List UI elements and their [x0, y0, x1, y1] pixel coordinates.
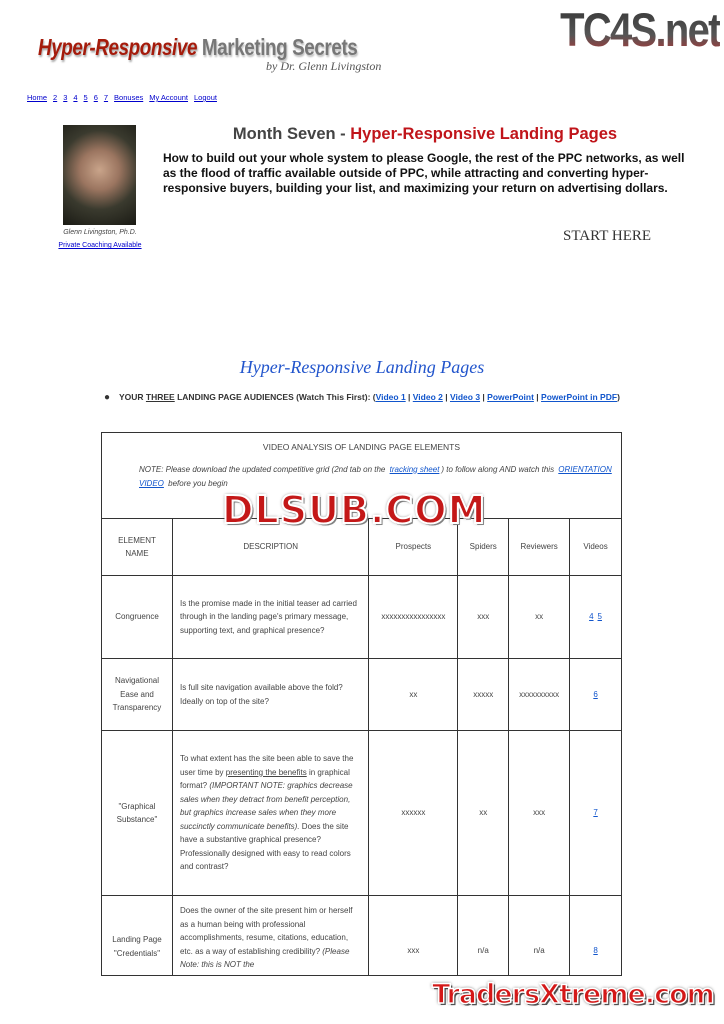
- video-link[interactable]: 8: [593, 945, 598, 955]
- bullet-post: LANDING PAGE AUDIENCES (Watch This First): (: [174, 392, 376, 402]
- table-caption: VIDEO ANALYSIS OF LANDING PAGE ELEMENTS: [262, 442, 461, 452]
- logo-red-text: Hyper-Responsive: [38, 34, 198, 60]
- reviewers-score: n/a: [509, 896, 570, 976]
- nav-2[interactable]: 2: [53, 93, 58, 102]
- month-title: Hyper-Responsive Landing Pages: [350, 125, 618, 143]
- private-coaching-link[interactable]: Private Coaching Available: [58, 242, 142, 249]
- video-link[interactable]: 4: [589, 612, 594, 622]
- desc-underlined: presenting the benefits: [225, 767, 307, 777]
- table-row: [102, 576, 622, 659]
- site-logo: [38, 34, 357, 61]
- element-name: Congruence: [102, 576, 173, 659]
- author-caption: Glenn Livingston, Ph.D.: [63, 229, 137, 236]
- header-videos: Videos: [570, 519, 622, 576]
- watermark-top: TC4S.net: [560, 3, 720, 56]
- page-title: [160, 125, 690, 144]
- note-post: before you begin: [165, 478, 228, 488]
- spiders-score: xx: [458, 731, 509, 896]
- nav-3[interactable]: 3: [63, 93, 68, 102]
- desc-part: Does the owner of the site present him or herself as a human being with professional accomplishments, resume, citations, education, etc. as a way of establishing credibility?: [179, 906, 353, 956]
- videos-cell: [570, 576, 622, 659]
- element-name: "Graphical Substance": [102, 731, 173, 896]
- audiences-bullet: ● YOUR THREE LANDING PAGE AUDIENCES (Watch This First): (Video 1 | Video 2 | Video 3 | PowerPoint | PowerPoint in PDF): [104, 392, 620, 403]
- element-name: Navigational Ease and Transparency: [102, 659, 173, 731]
- prospects-score: xxxxxxxxxxxxxxxx: [369, 576, 458, 659]
- videos-cell: [570, 896, 622, 976]
- videos-cell: [570, 659, 622, 731]
- table-note: [102, 455, 621, 491]
- note-mid: ) to follow along AND watch this: [441, 464, 557, 474]
- watermark-bottom: TradersXtreme.com: [432, 979, 714, 1010]
- orientation-video-link[interactable]: ORIENTATION VIDEO: [139, 464, 612, 488]
- video-1-link[interactable]: Video 1: [375, 392, 406, 402]
- desc-part: Does the site have a substantive graphical presence? Professionally designed with easy to read colors and contrast?: [179, 821, 351, 872]
- reviewers-score: xxxxxxxxxx: [509, 659, 570, 731]
- month-label: Month Seven -: [232, 125, 351, 143]
- byline: by Dr. Glenn Livingston: [266, 59, 382, 73]
- bullet-close: ): [617, 392, 620, 402]
- desc-part: To what extent has the site been able to save the user time by: [179, 754, 354, 777]
- author-photo: [63, 125, 136, 225]
- spiders-score: n/a: [458, 896, 509, 976]
- header-element-name: ELEMENT NAME: [102, 519, 173, 576]
- header-reviewers: Reviewers: [509, 519, 570, 576]
- nav-my-account[interactable]: My Account: [149, 93, 189, 102]
- table-row: [102, 896, 622, 976]
- section-title: Hyper-Responsive Landing Pages: [239, 357, 485, 377]
- desc-italic: (IMPORTANT NOTE: graphics decrease sales when they detract from benefit perception, but graphics increase sales when they more succinctly communicate benefits).: [179, 781, 353, 831]
- bullet-three: THREE: [145, 392, 175, 402]
- header-prospects: Prospects: [369, 519, 458, 576]
- top-nav: [27, 93, 223, 102]
- element-name: Landing Page "Credentials": [102, 896, 173, 976]
- reviewers-score: xxx: [509, 731, 570, 896]
- start-here: START HERE: [563, 228, 652, 244]
- nav-4[interactable]: 4: [73, 93, 78, 102]
- table-row: [102, 659, 622, 731]
- nav-5[interactable]: 5: [83, 93, 88, 102]
- prospects-score: xxxxxx: [369, 731, 458, 896]
- element-description: Is full site navigation available above the fold? Ideally on top of the site?: [172, 659, 368, 731]
- spiders-score: xxx: [458, 576, 509, 659]
- nav-7[interactable]: 7: [103, 93, 109, 102]
- nav-6[interactable]: 6: [93, 93, 98, 102]
- video-link[interactable]: 6: [593, 689, 598, 699]
- watermark-middle: DLSUB.COM: [222, 488, 487, 532]
- prospects-score: xxx: [369, 896, 458, 976]
- powerpoint-link[interactable]: PowerPoint: [487, 392, 534, 402]
- powerpoint-pdf-link[interactable]: PowerPoint in PDF: [541, 392, 618, 402]
- logo-gray-text: Marketing Secrets: [201, 34, 358, 60]
- video-2-link[interactable]: Video 2: [412, 392, 443, 402]
- nav-bonuses[interactable]: Bonuses: [114, 93, 144, 102]
- prospects-score: xx: [369, 659, 458, 731]
- note-pre: NOTE: Please download the updated competitive grid (2nd tab on the: [139, 464, 388, 474]
- header-description: DESCRIPTION: [172, 519, 368, 576]
- video-link[interactable]: 7: [593, 808, 598, 818]
- tracking-sheet-link[interactable]: tracking sheet: [389, 464, 440, 474]
- reviewers-score: xx: [509, 576, 570, 659]
- element-description: Is the promise made in the initial teaser ad carried through in the landing page's primary message, supporting text, and graphical presence?: [172, 576, 368, 659]
- bullet-pre: YOUR: [119, 392, 146, 402]
- table-row: [102, 731, 622, 896]
- spiders-score: xxxxx: [458, 659, 509, 731]
- desc-part: in graphical format?: [179, 767, 350, 791]
- video-3-link[interactable]: Video 3: [449, 392, 481, 402]
- header-spiders: Spiders: [458, 519, 509, 576]
- bullet-icon: ●: [104, 392, 111, 403]
- desc-italic: (Please Note: this is NOT the: [179, 946, 350, 969]
- intro-text: How to build out your whole system to please Google, the rest of the PPC networks, as well as the flood of traffic available outside of PPC, while attracting and converting hyper-responsive buyers, building your list, and maximizing your return on advertising dollars.: [163, 151, 685, 195]
- element-description: [172, 896, 368, 976]
- nav-home[interactable]: Home: [27, 93, 48, 102]
- element-description: [172, 731, 368, 896]
- nav-logout[interactable]: Logout: [194, 93, 217, 102]
- video-link[interactable]: 5: [597, 612, 602, 622]
- videos-cell: [570, 731, 622, 896]
